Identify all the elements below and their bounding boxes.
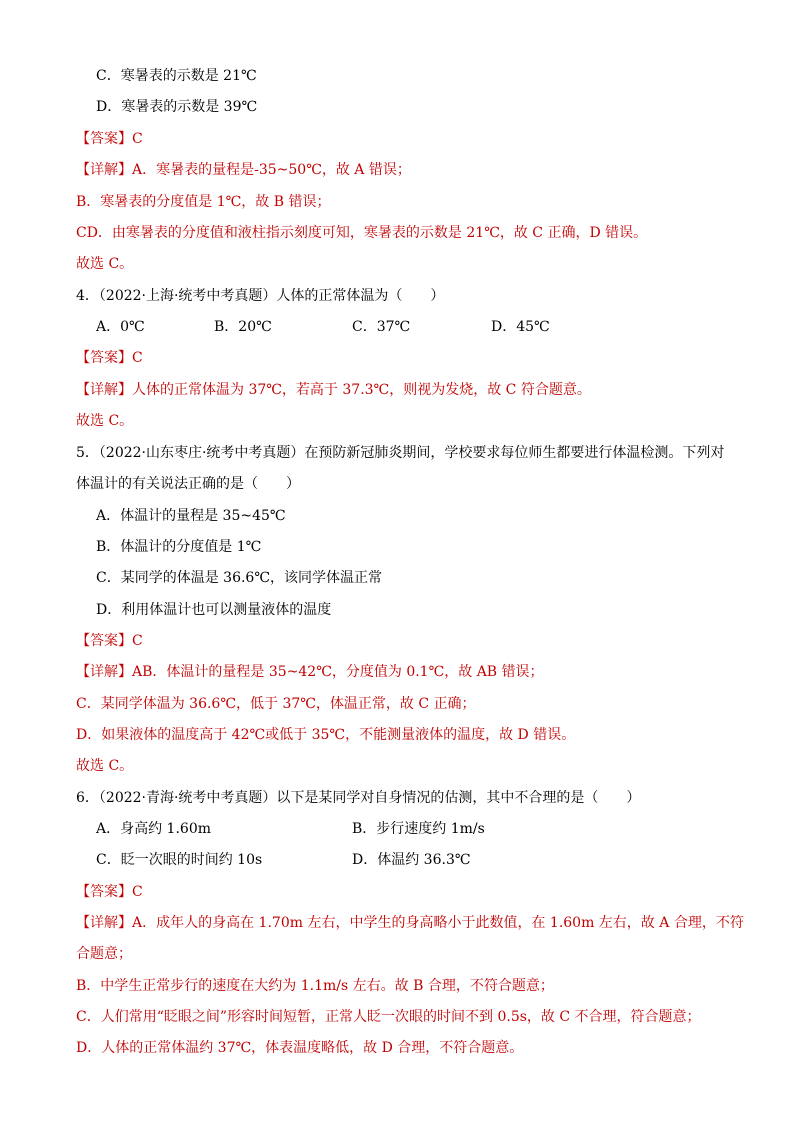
detail-line: C．某同学体温为 36.6℃，低于 37℃，体温正常，故 C 正确； [76,696,476,712]
option-d: D．寒暑表的示数是 39℃ [96,99,258,115]
detail-text: A．寒暑表的量程是-35~50℃，故 A 错误； [132,162,411,178]
answer-line [76,348,143,368]
option-c: C．37℃ [352,319,411,335]
detail-text: AB．体温计的量程是 35~42℃，分度值为 0.1℃，故 AB 错误； [132,664,544,680]
question-5-stem: 5．（2022·山东枣庄·统考中考真题）在预防新冠肺炎期间，学校要求每位师生都要进行体温检测。下列对 [76,445,725,461]
option-c: C．某同学的体温是 36.6℃，该同学体温正常 [96,570,382,586]
detail-text: 人体的正常体温为 37℃，若高于 37.3℃，则视为发烧，故 C 符合题意。 [132,382,591,398]
detail-tag: 【详解】 [76,162,132,178]
option-a: A．0℃ [96,319,145,335]
option-b: B．体温计的分度值是 1℃ [96,539,262,555]
answer-value: C [132,884,143,900]
detail-line: B．中学生正常步行的速度在大约为 1.1m/s 左右。故 B 合理，不符合题意； [76,978,554,994]
detail-tag: 【详解】 [76,915,132,931]
conclusion: 故选 C。 [76,256,134,272]
option-c: C．寒暑表的示数是 21℃ [96,68,257,84]
detail-line [76,662,544,682]
option-d: D．45℃ [491,319,550,335]
answer-tag: 【答案】 [76,633,132,649]
question-5-stem-cont: 体温计的有关说法正确的是（ ） [76,476,300,492]
conclusion: 故选 C。 [76,758,134,774]
detail-line: B．寒暑表的分度值是 1℃，故 B 错误； [76,194,331,210]
answer-value: C [132,633,143,649]
detail-line: D．人体的正常体温约 37℃，体表温度略低，故 D 合理，不符合题意。 [76,1040,524,1056]
option-b: B．20℃ [214,319,272,335]
answer-line [76,631,143,651]
conclusion: 故选 C。 [76,413,134,429]
option-d: D．利用体温计也可以测量液体的温度 [96,602,332,618]
answer-line [76,129,143,149]
detail-tag: 【详解】 [76,382,132,398]
detail-line [76,913,744,933]
detail-line: C．人们常用“眨眼之间”形容时间短暂，正常人眨一次眼的时间不到 0.5s，故 C 不合理，符合题意； [76,1009,701,1025]
answer-line [76,882,143,902]
answer-tag: 【答案】 [76,350,132,366]
option-a: A．身高约 1.60m [96,821,212,837]
detail-line: D．如果液体的温度高于 42℃或低于 35℃，不能测量液体的温度，故 D 错误。 [76,727,576,743]
detail-tag: 【详解】 [76,664,132,680]
detail-line [76,160,411,180]
answer-tag: 【答案】 [76,131,132,147]
answer-tag: 【答案】 [76,884,132,900]
option-b: B．步行速度约 1m/s [352,821,485,837]
option-a: A．体温计的量程是 35~45℃ [96,508,286,524]
answer-value: C [132,131,143,147]
option-c: C．眨一次眼的时间约 10s [96,852,263,868]
question-6-stem: 6．（2022·青海·统考中考真题）以下是某同学对自身情况的估测，其中不合理的是（ ） [76,790,641,806]
option-d: D．体温约 36.3℃ [352,852,471,868]
question-4-stem: 4．（2022·上海·统考中考真题）人体的正常体温为（ ） [76,288,445,304]
answer-value: C [132,350,143,366]
detail-line [76,380,591,400]
detail-text: A．成年人的身高在 1.70m 左右，中学生的身高略小于此数值，在 1.60m 左右，故 A 合理，不符 [132,915,744,931]
detail-line: 合题意； [76,946,132,962]
detail-line: CD．由寒暑表的分度值和液柱指示刻度可知，寒暑表的示数是 21℃，故 C 正确，D 错误。 [76,225,648,241]
